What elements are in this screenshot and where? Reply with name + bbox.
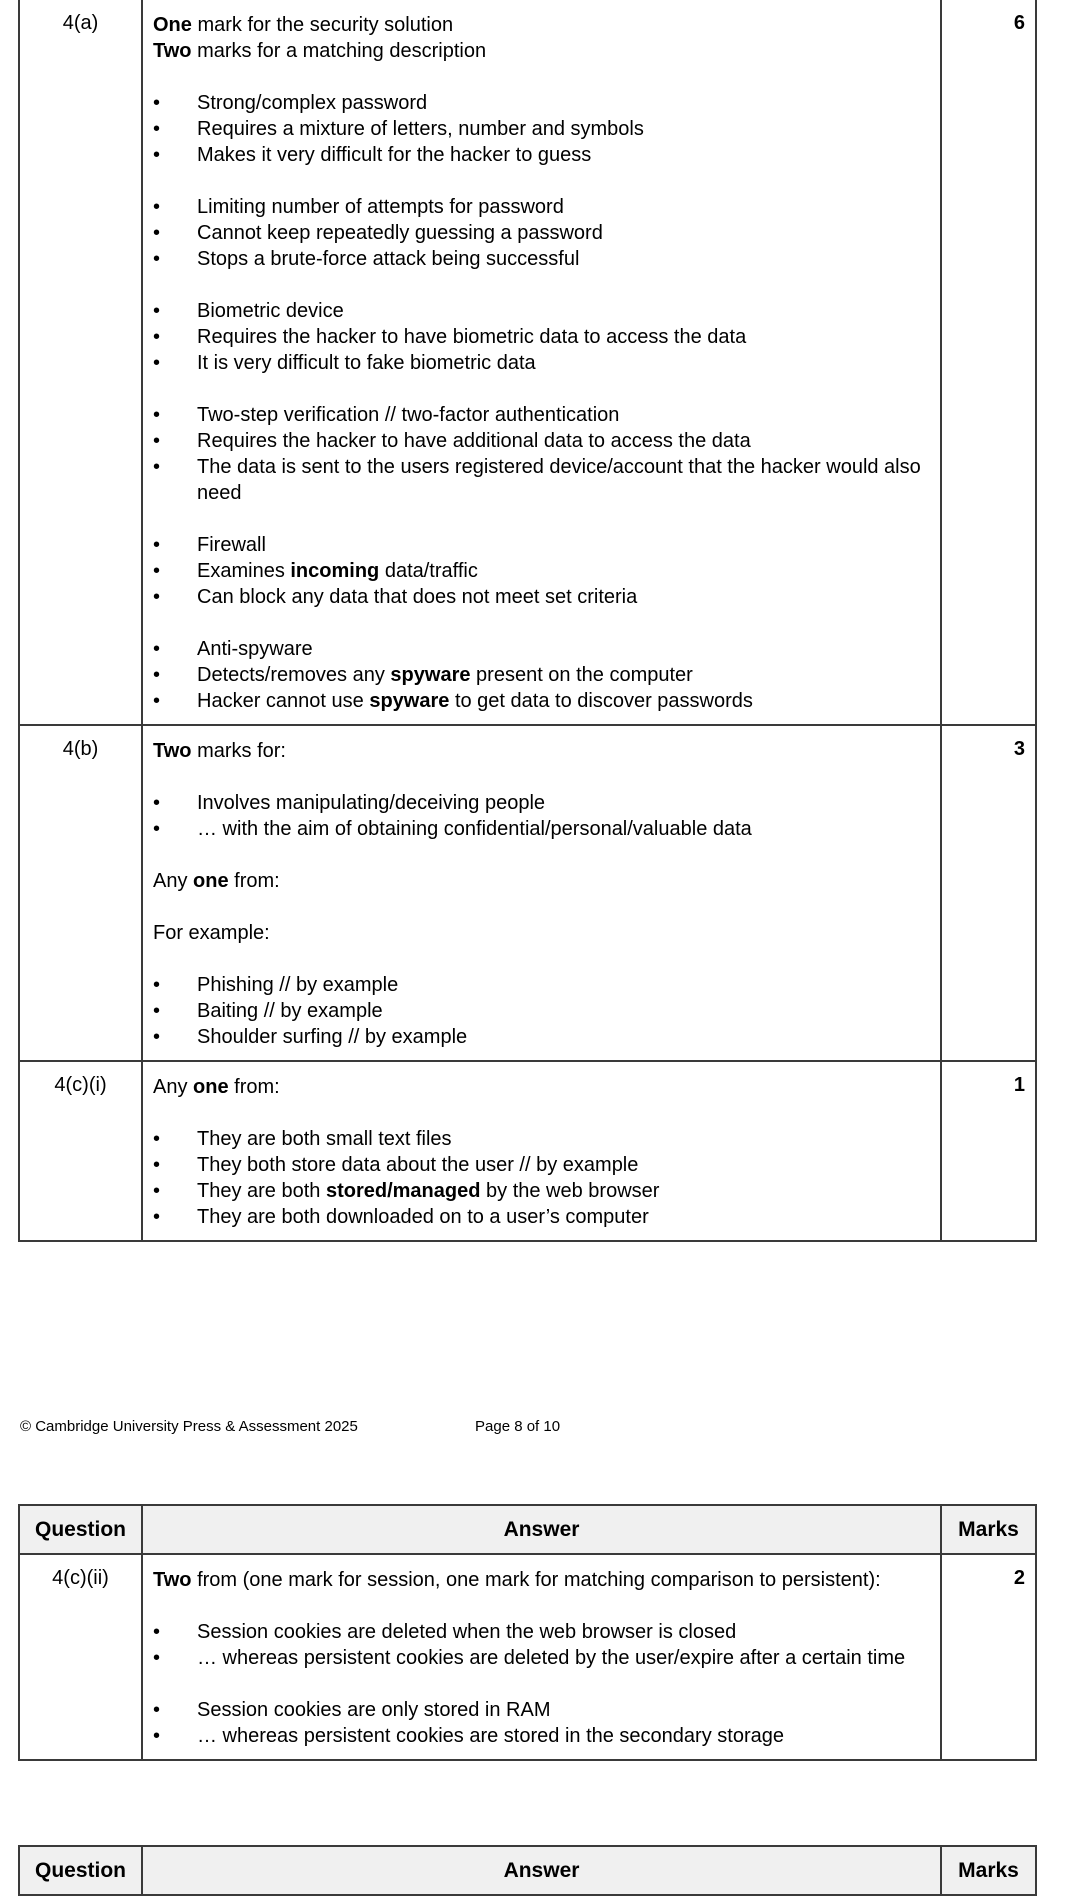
list-item: • Requires the hacker to have additional data to access the data bbox=[153, 428, 930, 454]
example-line: For example: bbox=[153, 922, 270, 944]
question-number: 4(b) bbox=[19, 725, 142, 1061]
list-item: • They are both downloaded on to a user’s computer bbox=[153, 1204, 930, 1230]
bullet-list bbox=[153, 1697, 930, 1749]
list-item: • Firewall bbox=[153, 532, 930, 558]
list-item: • They both store data about the user // by example bbox=[153, 1152, 930, 1178]
copyright-text: © Cambridge University Press & Assessment 2025 bbox=[20, 1418, 358, 1435]
answer-cell bbox=[142, 0, 941, 725]
answer-cell bbox=[142, 725, 941, 1061]
table-row bbox=[19, 725, 1036, 1061]
any-one-line: Any one from: bbox=[153, 870, 280, 892]
list-item: • Makes it very difficult for the hacker to guess bbox=[153, 142, 930, 168]
intro-line: Two marks for a matching description bbox=[153, 40, 487, 62]
list-item: • Strong/complex password bbox=[153, 90, 930, 116]
list-item: • Examines incoming data/traffic bbox=[153, 558, 930, 584]
marks-header: Marks bbox=[941, 1505, 1036, 1554]
question-number: 4(c)(i) bbox=[19, 1061, 142, 1241]
any-one-line: Any one from: bbox=[153, 1076, 280, 1098]
intro-line: Two marks for: bbox=[153, 740, 286, 762]
answer-cell bbox=[142, 1061, 941, 1241]
list-item: • Two-step verification // two-factor authentication bbox=[153, 402, 930, 428]
list-item: • Session cookies are deleted when the web browser is closed bbox=[153, 1619, 930, 1645]
question-number: 4(c)(ii) bbox=[19, 1554, 142, 1760]
list-item: • … whereas persistent cookies are deleted by the user/expire after a certain time bbox=[153, 1645, 930, 1671]
header-row bbox=[19, 1505, 1036, 1554]
bullet-list bbox=[153, 194, 930, 272]
list-item: • Hacker cannot use spyware to get data to discover passwords bbox=[153, 688, 930, 714]
mark-scheme-table-3 bbox=[18, 1845, 1037, 1896]
answer-header: Answer bbox=[142, 1505, 941, 1554]
question-header: Question bbox=[19, 1505, 142, 1554]
marks-value: 6 bbox=[941, 0, 1036, 725]
list-item: • Biometric device bbox=[153, 298, 930, 324]
table-row bbox=[19, 1061, 1036, 1241]
list-item: • Limiting number of attempts for password bbox=[153, 194, 930, 220]
list-item: • Detects/removes any spyware present on the computer bbox=[153, 662, 930, 688]
bullet-list bbox=[153, 790, 930, 842]
header-row bbox=[19, 1846, 1036, 1895]
page-number: Page 8 of 10 bbox=[475, 1418, 561, 1435]
table-row bbox=[19, 1554, 1036, 1760]
bullet-list bbox=[153, 1126, 930, 1230]
question-header: Question bbox=[19, 1846, 142, 1895]
bullet-list bbox=[153, 1619, 930, 1671]
marks-header: Marks bbox=[941, 1846, 1036, 1895]
list-item: • Requires a mixture of letters, number and symbols bbox=[153, 116, 930, 142]
list-item: • They are both small text files bbox=[153, 1126, 930, 1152]
list-item: • Anti-spyware bbox=[153, 636, 930, 662]
intro-line: One mark for the security solution bbox=[153, 14, 454, 36]
list-item: • Phishing // by example bbox=[153, 972, 930, 998]
list-item: • Baiting // by example bbox=[153, 998, 930, 1024]
list-item: • … whereas persistent cookies are stored in the secondary storage bbox=[153, 1723, 930, 1749]
answer-cell bbox=[142, 1554, 941, 1760]
marks-value: 1 bbox=[941, 1061, 1036, 1241]
bullet-list bbox=[153, 636, 930, 714]
bullet-list bbox=[153, 532, 930, 610]
list-item: • Shoulder surfing // by example bbox=[153, 1024, 930, 1050]
bullet-list bbox=[153, 298, 930, 376]
mark-scheme-table-1 bbox=[18, 0, 1037, 1242]
intro-line: Two from (one mark for session, one mark for matching comparison to persistent): bbox=[153, 1569, 881, 1591]
list-item: • Cannot keep repeatedly guessing a password bbox=[153, 220, 930, 246]
list-item: • Session cookies are only stored in RAM bbox=[153, 1697, 930, 1723]
list-item: • … with the aim of obtaining confidential/personal/valuable data bbox=[153, 816, 930, 842]
list-item: • They are both stored/managed by the web browser bbox=[153, 1178, 930, 1204]
list-item: • Involves manipulating/deceiving people bbox=[153, 790, 930, 816]
bullet-list bbox=[153, 90, 930, 168]
marks-value: 3 bbox=[941, 725, 1036, 1061]
list-item: • Can block any data that does not meet set criteria bbox=[153, 584, 930, 610]
table-row bbox=[19, 0, 1036, 725]
list-item: • Requires the hacker to have biometric data to access the data bbox=[153, 324, 930, 350]
mark-scheme-table-2 bbox=[18, 1504, 1037, 1761]
list-item: • It is very difficult to fake biometric data bbox=[153, 350, 930, 376]
list-item: • Stops a brute-force attack being successful bbox=[153, 246, 930, 272]
list-item: • The data is sent to the users registered device/account that the hacker would also need bbox=[153, 454, 930, 506]
bullet-list bbox=[153, 402, 930, 506]
answer-header: Answer bbox=[142, 1846, 941, 1895]
bullet-list bbox=[153, 972, 930, 1050]
marks-value: 2 bbox=[941, 1554, 1036, 1760]
question-number: 4(a) bbox=[19, 0, 142, 725]
page-footer bbox=[20, 1418, 561, 1435]
